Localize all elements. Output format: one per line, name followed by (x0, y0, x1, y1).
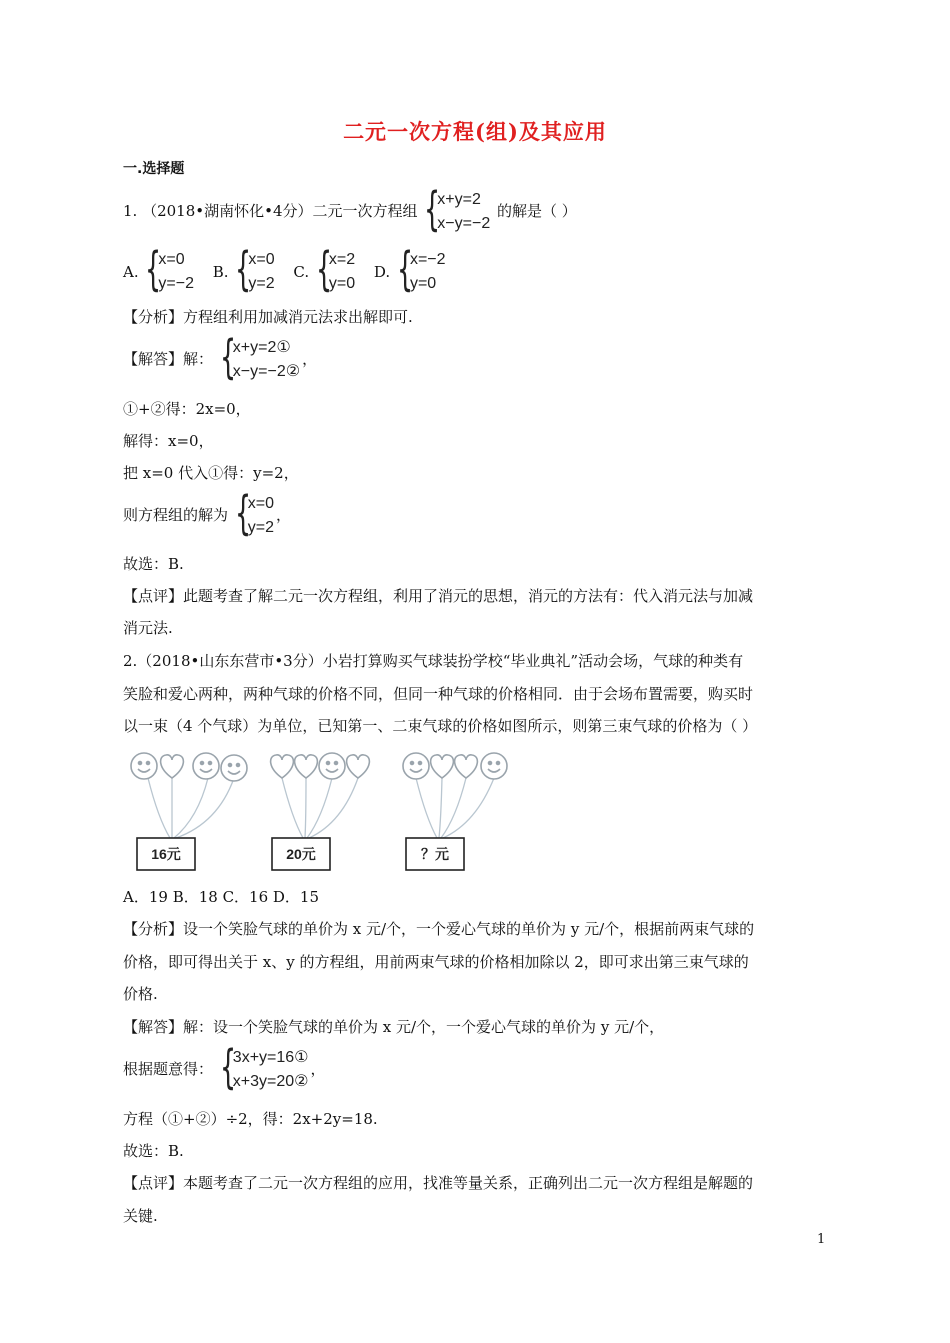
q2-analysis-line3: 价格. (123, 985, 158, 1003)
smiley-balloon-icon (131, 753, 157, 779)
eq-row: x+y=2① (232, 339, 291, 356)
smiley-balloon-icon (481, 753, 507, 779)
q2-options: A．19 B．18 C．16 D．15 (123, 888, 320, 906)
q1-options (123, 242, 448, 296)
q1-step3: 把 x=0 代入①得：y=2， (123, 464, 299, 482)
option-d-system (396, 242, 446, 296)
eq-row: x−y=−2 (437, 215, 491, 232)
q1-analysis: 【分析】方程组利用加减消元法求出解即可. (123, 308, 413, 326)
q1-step1: ①+②得：2x=0， (123, 400, 251, 418)
price-label: 16元 (151, 846, 181, 862)
option-label: D. (373, 263, 391, 281)
q1-system (424, 182, 491, 236)
q1-choice: 故选：B. (123, 555, 184, 573)
balloon-figure (128, 748, 548, 876)
q1-solution-system (234, 486, 275, 540)
heart-balloon-icon (455, 755, 478, 778)
q2-comment-line2: 关键. (123, 1207, 158, 1225)
q2-answer-system (219, 1040, 309, 1094)
page-title: 二元一次方程(组)及其应用 (343, 119, 607, 144)
q2-answer-line2 (123, 1040, 326, 1094)
option-b-system (235, 242, 275, 296)
q1-answer (123, 330, 318, 384)
eq-row: x+y=2 (437, 191, 481, 208)
option-label: C. (293, 263, 310, 281)
option-a-system (145, 242, 194, 296)
heart-balloon-icon (161, 755, 184, 778)
q1-answer-system (219, 330, 301, 384)
eq-row: y=0 (409, 275, 437, 292)
heart-balloon-icon (271, 755, 294, 778)
eq-row: 3x+y=16① (232, 1049, 309, 1066)
eq-row: y=0 (328, 275, 356, 292)
q2-analysis-line2: 价格，即可得出关于 x、y 的方程组，用前两束气球的价格相加除以 2，即可求出第三束气球的 (123, 953, 749, 971)
q1-comment-line2: 消元法. (123, 619, 173, 637)
option-c-system (315, 242, 356, 296)
eq-row: y=2 (248, 275, 275, 292)
price-label: 20元 (286, 846, 316, 862)
price-label: ？元 (421, 846, 449, 862)
heart-balloon-icon (347, 755, 370, 778)
q1-stem-prefix: 1. （2018•湖南怀化•4分）二元一次方程组 (123, 202, 418, 220)
eq-row: x+3y=20② (232, 1073, 309, 1090)
section-heading: 一.选择题 (123, 161, 185, 177)
brace-icon: { (424, 182, 441, 236)
brace-icon: { (235, 242, 252, 296)
option-label: B. (212, 263, 229, 281)
eq-row: y=2 (247, 519, 275, 536)
answer-prefix: 根据题意得： (123, 1060, 214, 1078)
brace-icon: { (396, 242, 414, 296)
brace-icon: { (219, 330, 236, 384)
page-number: 1 (817, 1232, 826, 1247)
q2-stem-line2: 笑脸和爱心两种，两种气球的价格不同，但同一种气球的价格相同．由于会场布置需要，购买时 (123, 685, 754, 703)
brace-icon: { (219, 1040, 236, 1094)
q2-comment-line1: 【点评】本题考查了二元一次方程组的应用，找准等量关系，正确列出二元一次方程组是解题的 (123, 1174, 754, 1192)
eq-row: x=−2 (409, 251, 446, 268)
q2-step1: 方程（①+②）÷2，得：2x+2y=18. (123, 1110, 378, 1128)
q2-choice: 故选：B. (123, 1142, 184, 1160)
smiley-balloon-icon (193, 753, 219, 779)
heart-balloon-icon (295, 755, 318, 778)
q2-analysis-line1: 【分析】设一个笑脸气球的单价为 x 元/个，一个爱心气球的单价为 y 元/个，根据前两束气球的 (123, 920, 755, 938)
q1-step2: 解得：x=0， (123, 432, 214, 450)
q2-stem-line1: 2.（2018•山东东营市•3分）小岩打算购买气球装扮学校“毕业典礼”活动会场，气球的种类有 (123, 652, 744, 670)
comma: ， (302, 350, 318, 368)
brace-icon: { (145, 242, 162, 296)
eq-row: x=0 (158, 251, 185, 268)
eq-row: x=0 (248, 251, 275, 268)
brace-icon: { (315, 242, 332, 296)
eq-row: x−y=−2② (232, 363, 301, 380)
q2-answer-line1: 【解答】解：设一个笑脸气球的单价为 x 元/个，一个爱心气球的单价为 y 元/个， (123, 1018, 665, 1036)
smiley-balloon-icon (221, 755, 247, 781)
comma: ， (310, 1060, 326, 1078)
comma: ， (276, 506, 292, 524)
eq-row: x=2 (328, 251, 356, 268)
q1-step4 (123, 486, 292, 540)
q1-stem-suffix: 的解是（ ） (497, 202, 577, 220)
heart-balloon-icon (431, 755, 454, 778)
eq-row: x=0 (247, 495, 275, 512)
q1-stem (123, 182, 577, 236)
smiley-balloon-icon (319, 753, 345, 779)
q1-comment-line1: 【点评】此题考查了解二元一次方程组，利用了消元的思想，消元的方法有：代入消元法与加减 (123, 587, 754, 605)
step4-prefix: 则方程组的解为 (123, 506, 229, 524)
smiley-balloon-icon (403, 753, 429, 779)
option-label: A. (123, 263, 139, 281)
eq-row: y=−2 (158, 275, 194, 292)
answer-label: 【解答】解： (123, 350, 214, 368)
q2-stem-line3: 以一束（4 个气球）为单位，已知第一、二束气球的价格如图所示，则第三束气球的价格为（ ） (123, 717, 758, 735)
brace-icon: { (234, 486, 251, 540)
